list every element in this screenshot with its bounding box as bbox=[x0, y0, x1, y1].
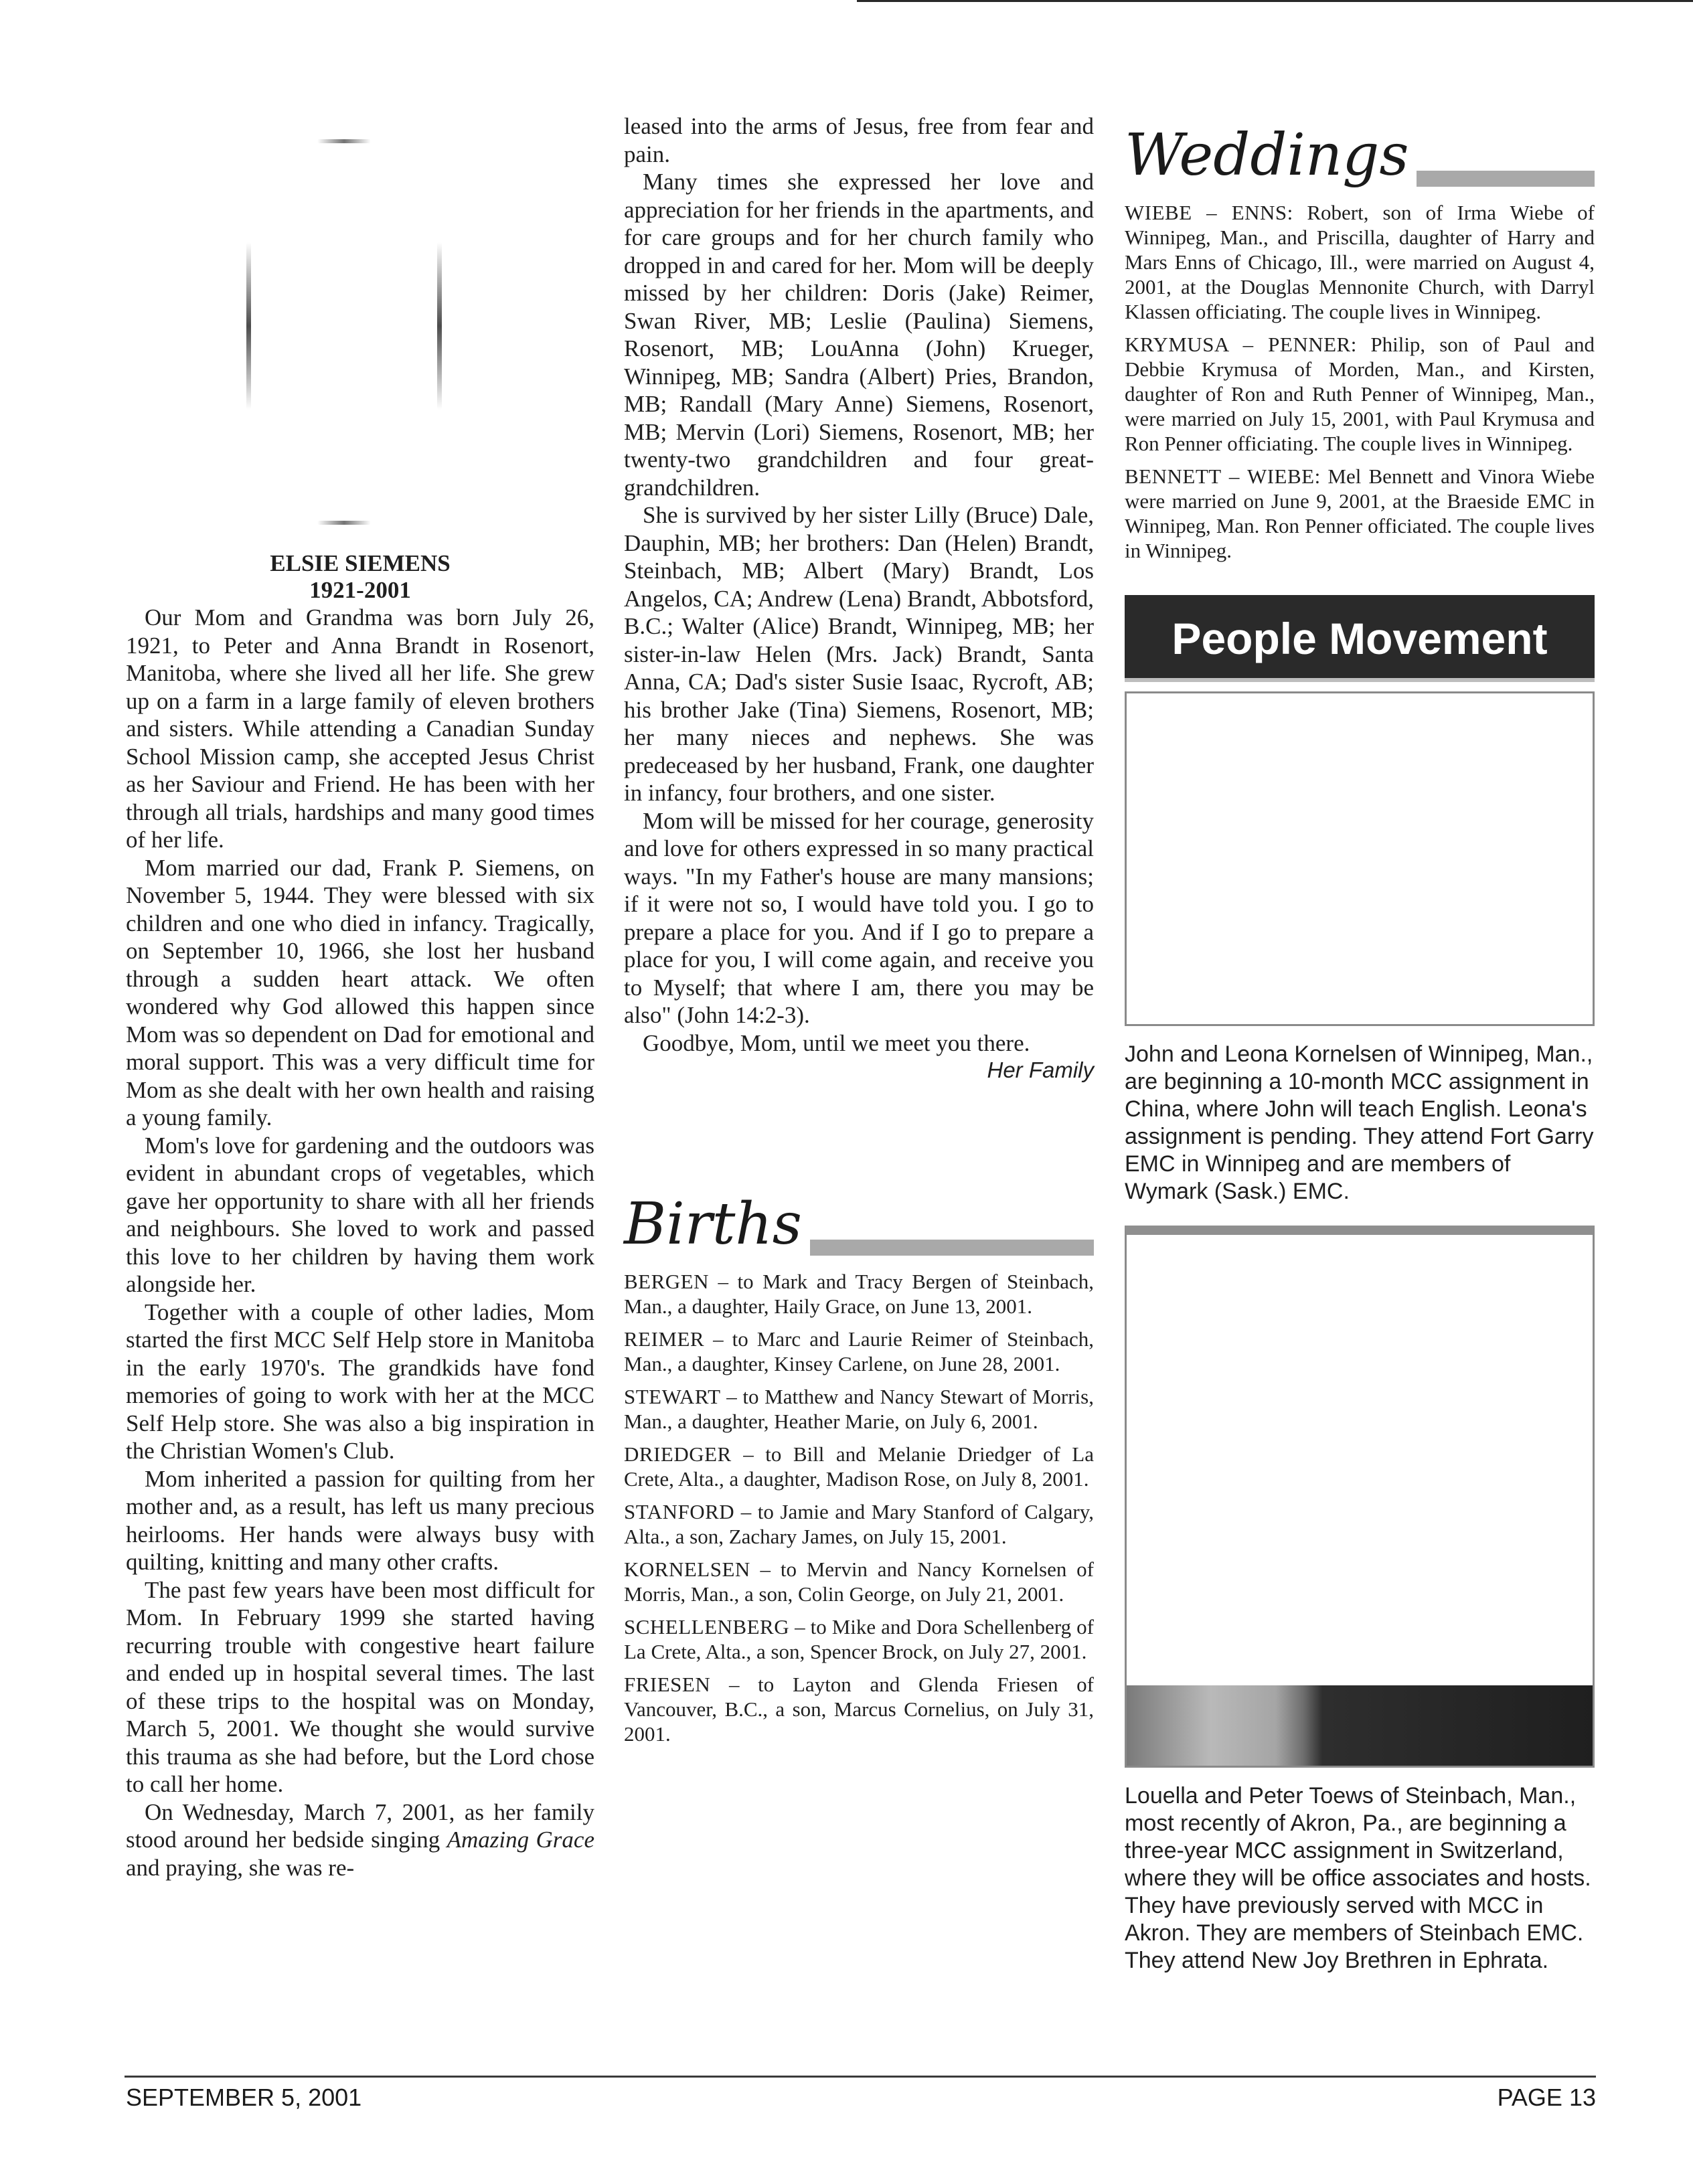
toews-caption: Louella and Peter Toews of Steinbach, Man., most recently of Akron, Pa., are beginning a three-year MCC assignment in Switzerland, where they will be office associates and hosts. They have previously served with MCC in Akron. They are members of Steinbach EMC. They attend New Joy Brethren in Ephrata. bbox=[1125, 1783, 1591, 1973]
obituary-column bbox=[126, 114, 594, 1881]
weddings-heading bbox=[1125, 115, 1595, 192]
top-rule bbox=[857, 0, 1693, 2]
paragraph: On Wednesday, March 7, 2001, as her family stood around her bedside singing Amazing Grace and praying, she was re- bbox=[126, 1798, 594, 1881]
obituary-years: 1921-2001 bbox=[309, 577, 411, 603]
birth-notice bbox=[624, 1269, 1094, 1319]
obituary-text bbox=[126, 604, 594, 1881]
paragraph: She is survived by her sister Lilly (Bruce) Dale, Dauphin, MB; her brothers: Dan (Helen) Brandt, Steinbach, MB; Albert (Mary) Brandt, Los Angelos, CA; Andrew (Lena) Brandt, Abbotsford, B.C.; Walter (Alice) Brandt, Winnipeg, MB; her sister-in-law Helen (Mrs. Jack) Brandt, Santa Anna, CA; Dad's sister Susie Isaac, Rycroft, AB; his brother Jake (Tina) Siemens, Rosenort, MB; her many nieces and nephews. She was predeceased by her husband, Frank, one daughter in infancy, four brothers, and one sister. bbox=[624, 502, 1094, 806]
footer-page-number: PAGE 13 bbox=[1497, 2084, 1596, 2111]
birth-details: – to Mark and Tracy Bergen of Steinbach, Man., a daughter, Haily Grace, on June 13, 2001. bbox=[624, 1270, 1094, 1318]
birth-surname: REIMER bbox=[624, 1327, 705, 1351]
weddings-title: Weddings bbox=[1125, 118, 1417, 192]
kornelsen-caption: John and Leona Kornelsen of Winnipeg, Man., are beginning a 10-month MCC assignment in China, where John will teach English. Leona's assignment is pending. They attend Fort Garry EMC in Winnipeg and are members of Wymark (Sask.) EMC. bbox=[1125, 1041, 1594, 1204]
birth-notice bbox=[624, 1614, 1094, 1664]
birth-details: – to Bill and Melanie Driedger of La Crete, Alta., a daughter, Madison Rose, on July 8, 2001. bbox=[624, 1442, 1094, 1491]
birth-details: – to Mervin and Nancy Kornelsen of Morris, Man., a son, Colin George, on July 21, 2001. bbox=[624, 1558, 1094, 1606]
wedding-surname: KRYMUSA – PENNER bbox=[1125, 333, 1351, 356]
birth-notice bbox=[624, 1442, 1094, 1491]
wedding-notice bbox=[1125, 332, 1595, 456]
hymn-title: Amazing Grace bbox=[447, 1827, 594, 1853]
paragraph: Together with a couple of other ladies, Mom started the first MCC Self Help store in Manitoba in the early 1970's. The grandkids have fond memories of going to work with her at the MCC Self Help store. She was also a big inspiration in the Christian Women's Club. bbox=[126, 1298, 594, 1464]
birth-notice bbox=[624, 1384, 1094, 1434]
right-column bbox=[1125, 114, 1595, 1975]
birth-surname: SCHELLENBERG bbox=[624, 1615, 790, 1639]
birth-details: – to Mike and Dora Schellenberg of La Crete, Alta., a son, Spencer Brock, on July 27, 2001. bbox=[624, 1615, 1094, 1663]
birth-surname: STANFORD bbox=[624, 1500, 735, 1523]
obituary-name: ELSIE SIEMENS bbox=[270, 550, 451, 576]
birth-details: – to Matthew and Nancy Stewart of Morris, Man., a daughter, Heather Marie, on July 6, 2001. bbox=[624, 1385, 1094, 1433]
birth-notice bbox=[624, 1327, 1094, 1376]
birth-details: – to Jamie and Mary Stanford of Calgary, Alta., a son, Zachary James, on July 15, 2001. bbox=[624, 1500, 1094, 1548]
middle-column bbox=[624, 114, 1094, 1746]
wedding-surname: WIEBE – ENNS bbox=[1125, 201, 1287, 224]
birth-details: – to Layton and Glenda Friesen of Vancouver, B.C., a son, Marcus Cornelius, on July 31, 2001. bbox=[624, 1673, 1094, 1746]
obituary-signature: Her Family bbox=[987, 1058, 1094, 1082]
paragraph: Mom married our dad, Frank P. Siemens, on November 5, 1944. They were blessed with six children and one who died in infancy. Tragically, on September 10, 1966, she lost her husband through a sudden heart attack. We often wondered why God allowed this happen since Mom was so dependent on Dad for emotional and moral support. This was a very difficult time for Mom as she dealt with her own health and raising a young family. bbox=[126, 854, 594, 1130]
people-movement-heading: People Movement bbox=[1125, 595, 1595, 682]
birth-surname: STEWART bbox=[624, 1385, 721, 1408]
obituary-continued bbox=[624, 112, 1094, 1057]
birth-notice bbox=[624, 1499, 1094, 1549]
paragraph: Goodbye, Mom, until we meet you there. bbox=[643, 1029, 1030, 1056]
wedding-details: : Robert, son of Irma Wiebe of Winnipeg, Man., and Priscilla, daughter of Harry and Mars Enns of Chicago, Ill., were married on August 4, 2001, at the Douglas Mennonite Church, with Darryl Klassen officiating. The couple lives in Winnipeg. bbox=[1125, 201, 1595, 323]
births-heading bbox=[624, 1184, 1094, 1261]
paragraph: Mom inherited a passion for quilting from her mother and, as a result, has left us many precious heirlooms. Her hands were always busy with quilting, knitting and many other crafts. bbox=[126, 1465, 594, 1575]
wedding-surname: BENNETT – WIEBE bbox=[1125, 465, 1315, 488]
wedding-details: : Philip, son of Paul and Debbie Krymusa of Morden, Man., and Kirsten, daughter of Ron and Ruth Penner of Winnipeg, Man., were married on July 15, 2001, with Paul Krymusa and Ron Penner officiating. The couple lives in Winnipeg. bbox=[1125, 333, 1595, 455]
paragraph: Mom's love for gardening and the outdoors was evident in abundant crops of vegetables, which gave her opportunity to share with all her friends and neighbours. She loved to work and passed this love to her children by having them work alongside her. bbox=[126, 1132, 594, 1297]
birth-surname: FRIESEN bbox=[624, 1673, 711, 1696]
birth-surname: BERGEN bbox=[624, 1270, 709, 1293]
paragraph: Our Mom and Grandma was born July 26, 1921, to Peter and Anna Brandt in Rosenort, Manitoba, where she lived all her life. She grew up on a farm in a large family of eleven brothers and sisters. While attending a Canadian Sunday School Mission camp, she accepted Jesus Christ as her Saviour and Friend. He has been with her through all trials, hardships and many good times of her life. bbox=[126, 604, 594, 853]
birth-surname: DRIEDGER bbox=[624, 1442, 732, 1466]
paragraph: leased into the arms of Jesus, free from fear and pain. bbox=[624, 113, 1094, 167]
wedding-details: : Mel Bennett and Vinora Wiebe were married on June 9, 2001, at the Braeside EMC in Winnipeg, Man. Ron Penner officiated. The couple lives in Winnipeg. bbox=[1125, 465, 1595, 562]
paragraph: The past few years have been most difficult for Mom. In February 1999 she started having recurring trouble with congestive heart failure and ended up in hospital several times. The last of these trips to the hospital was on Monday, March 5, 2001. We thought she would survive this trauma as she had before, but the Lord chose to call her home. bbox=[126, 1576, 594, 1797]
births-list bbox=[624, 1269, 1094, 1746]
footer-rule bbox=[125, 2076, 1596, 2078]
births-title: Births bbox=[624, 1187, 810, 1261]
birth-details: – to Marc and Laurie Reimer of Steinbach, Man., a daughter, Kinsey Carlene, on June 28, 2001. bbox=[624, 1327, 1094, 1375]
obituary-photo bbox=[244, 129, 445, 530]
birth-surname: KORNELSEN bbox=[624, 1558, 750, 1581]
wedding-notice bbox=[1125, 464, 1595, 563]
footer-date: SEPTEMBER 5, 2001 bbox=[126, 2084, 362, 2111]
birth-notice bbox=[624, 1672, 1094, 1746]
paragraph: Mom will be missed for her courage, generosity and love for others expressed in so many practical ways. "In my Father's house are many mansions; if it were not so, I would have told you. I go to prepare a place for you. And if I go to prepare a place for you, I will come again, and receive you to Myself; that where I am, there you may be also" (John 14:2-3). bbox=[624, 807, 1094, 1028]
paragraph: Many times she expressed her love and appreciation for her friends in the apartments, and for care groups and for her church family who dropped in and cared for her. Mom will be deeply missed by her children: Doris (Jake) Reimer, Swan River, MB; Leslie (Paulina) Siemens, Rosenort, MB; LouAnna (John) Krueger, Winnipeg, MB; Sandra (Albert) Pries, Brandon, MB; Randall (Mary Anne) Siemens, Rosenort, MB; Mervin (Lori) Siemens, Rosenort, MB; her twenty-two grandchildren and four great-grandchildren. bbox=[624, 169, 1094, 501]
kornelsen-photo bbox=[1125, 691, 1595, 1026]
wedding-notice bbox=[1125, 200, 1595, 324]
birth-notice bbox=[624, 1557, 1094, 1606]
toews-photo bbox=[1125, 1226, 1595, 1768]
weddings-list bbox=[1125, 200, 1595, 563]
